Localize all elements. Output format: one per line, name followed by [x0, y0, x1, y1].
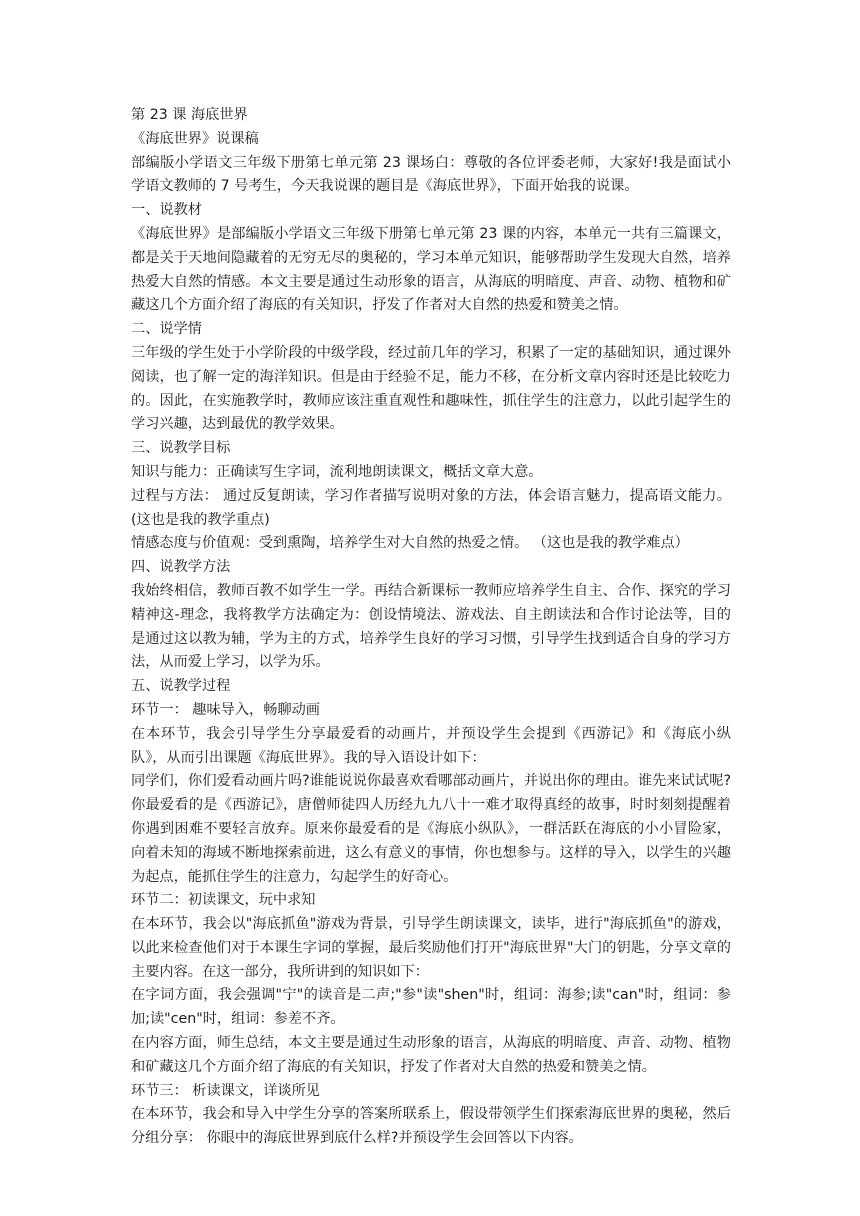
- document-body: [131, 104, 731, 1151]
- lesson-title: 第 23 课 海底世界: [131, 107, 248, 123]
- goal-process: 过程与方法： 通过反复朗读，学习作者描写说明对象的方法，体会语言魅力，提高语文能力。(这也是我的教学重点): [131, 487, 731, 528]
- goal-knowledge: 知识与能力：正确读写生字词，流利地朗读课文，概括文章大意。: [131, 463, 543, 480]
- goal-emotion: 情感态度与价值观：受到熏陶，培养学生对大自然的热爱之情。 （这也是我的教学难点）: [131, 535, 689, 552]
- section-heading-process: 五、说教学过程: [131, 678, 231, 695]
- section-heading-students: 二、说学情: [131, 321, 202, 338]
- step2-words: 在字词方面，我会强调"宁"的读音是二声;"参"读"shen"时，组词：海参;读"can"时，组词：参加;读"cen"时，组词：参差不齐。: [131, 987, 731, 1028]
- document-title: 《海底世界》说课稿: [131, 130, 259, 147]
- step1-text: 在本环节，我会引导学生分享最爱看的动画片，并预设学生会提到《西游记》和《海底小纵队》，从而引出课题《海底世界》。我的导入语设计如下：: [131, 725, 731, 766]
- opening-paragraph: 部编版小学语文三年级下册第七单元第 23 课场白：尊敬的各位评委老师，大家好!我是面试小学语文教师的 7 号考生，今天我说课的题目是《海底世界》，下面开始我的说课。: [131, 154, 731, 195]
- section-heading-methods: 四、说教学方法: [131, 559, 231, 576]
- section-text-methods: 我始终相信，教师百教不如学生一学。再结合新课标一教师应培养学生自主、合作、探究的学习精神这-理念，我将教学方法确定为：创设情境法、游戏法、自主朗读法和合作讨论法等，目的是通过这以教为辅，学为主的方式，培养学生良好的学习习惯，引导学生找到适合自身的学习方法，从而爱上学习，以学为乐。: [131, 582, 731, 671]
- step2-content: 在内容方面，师生总结，本文主要是通过生动形象的语言，从海底的明暗度、声音、动物、植物和矿藏这几个方面介绍了海底的有关知识，抒发了作者对大自然的热爱和赞美之情。: [131, 1035, 731, 1075]
- step3-text: 在本环节，我会和导入中学生分享的答案所联系上，假设带领学生们探索海底世界的奥秘，然后分组分享： 你眼中的海底世界到底什么样?并预设学生会回答以下内容。: [131, 1106, 731, 1147]
- step2-text: 在本环节，我会以"海底抓鱼"游戏为背景，引导学生朗读课文，读毕，进行"海底抓鱼"的游戏，以此来检查他们对于本课生字词的掌握，最后奖励他们打开"海底世界"大门的钥匙，分享文章的主要内容。在这一部分，我所讲到的知识如下：: [131, 916, 731, 980]
- step1-heading: 环节一： 趣味导入，畅聊动画: [131, 701, 320, 718]
- section-text-students: 三年级的学生处于小学阶段的中级学段，经过前几年的学习，积累了一定的基础知识，通过课外阅读，也了解一定的海洋知识。但是由于经验不足，能力不移，在分析文章内容时还是比较吃力的。因此，在实施教学时，教师应该注重直观性和趣味性，抓住学生的注意力，以此引起学生的学习兴趣，达到最优的教学效果。: [131, 344, 731, 433]
- section-heading-goals: 三、说教学目标: [131, 440, 231, 457]
- step3-heading: 环节三： 析读课文，详谈所见: [131, 1082, 320, 1099]
- section-heading-textbook: 一、说教材: [131, 202, 202, 219]
- section-text-textbook: 《海底世界》是部编版小学语文三年级下册第七单元第 23 课的内容，本单元一共有三篇课文，都是关于天地间隐藏着的无穷无尽的奥秘的，学习本单元知识，能够帮助学生发现大自然，培养热爱大自然的情感。本文主要是通过生动形象的语言，从海底的明暗度、声音、动物、植物和矿藏这几个方面介绍了海底的有关知识，抒发了作者对大自然的热爱和赞美之情。: [131, 225, 731, 314]
- step1-speech: 同学们，你们爱看动画片吗?谁能说说你最喜欢看哪部动画片，并说出你的理由。谁先来试试呢? 你最爱看的是《西游记》，唐僧师徒四人历经九九八十一难才取得真经的故事，时时刻刻提醒着你遇到困难不要轻言放弃。原来你最爱看的是《海底小纵队》，一群活跃在海底的小小冒险家，向着未知的海域不断地探索前进，这么有意义的事情，你也想参与。这样的导入，以学生的兴趣为起点，能抓住学生的注意力，勾起学生的好奇心。: [131, 773, 731, 885]
- step2-heading: 环节二：初读课文，玩中求知: [131, 892, 316, 909]
